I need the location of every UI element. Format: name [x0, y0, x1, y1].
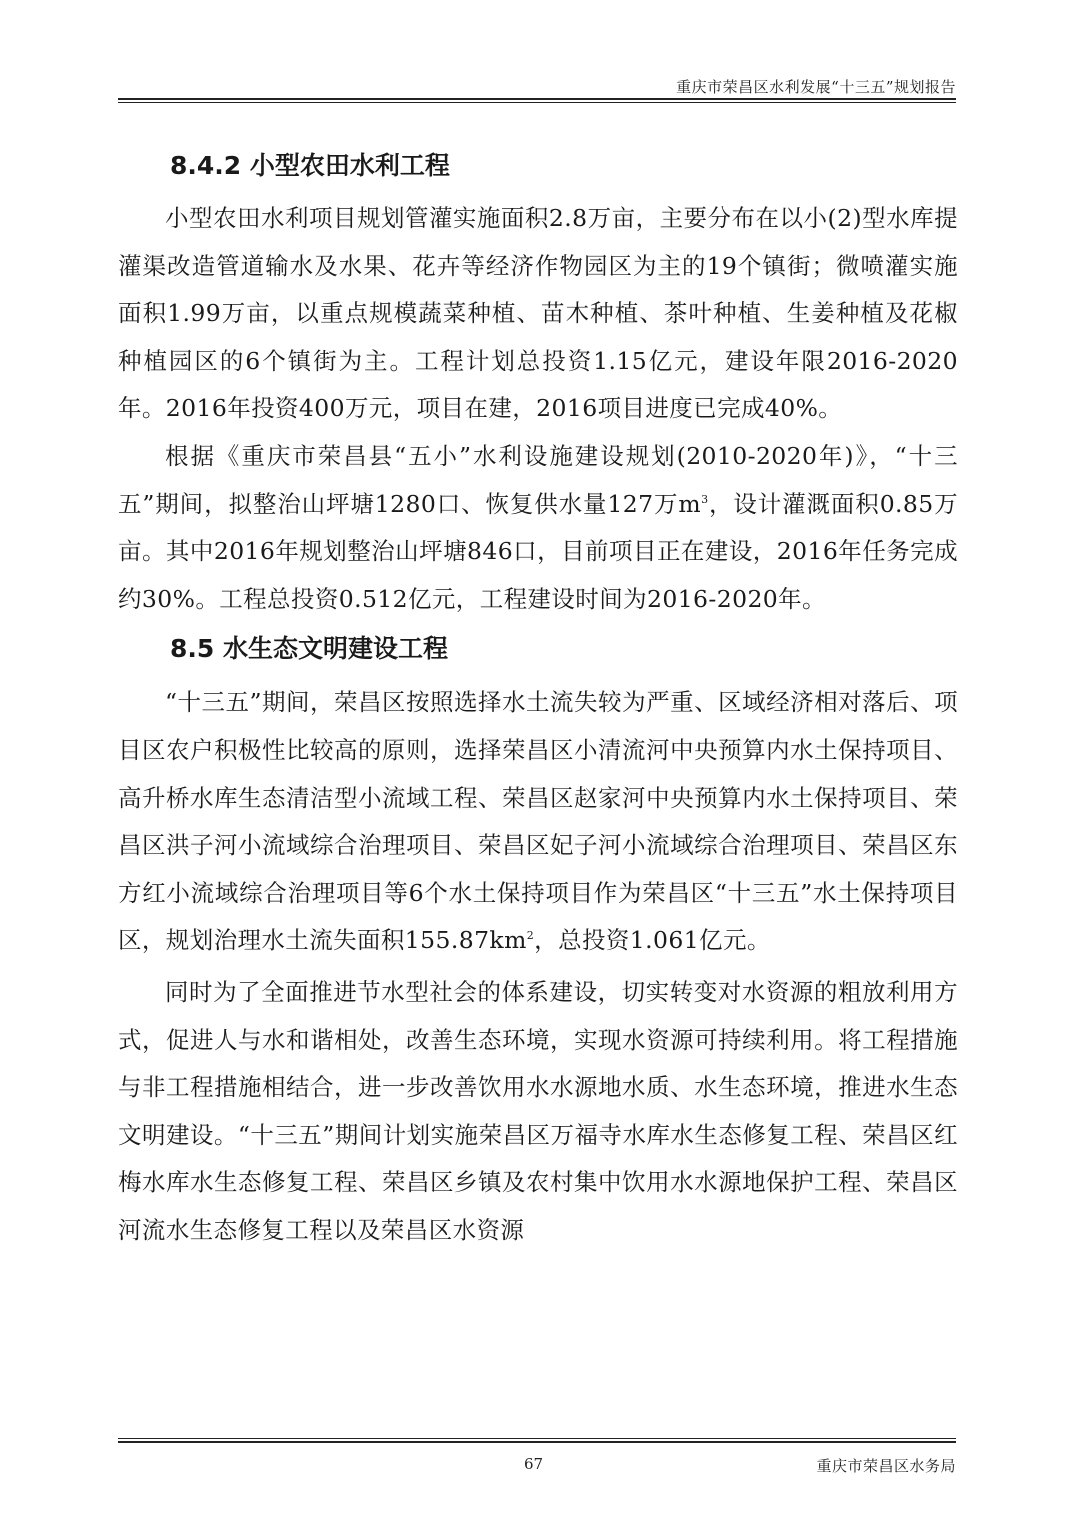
section-heading-8-5: 8.5 水生态文明建设工程	[170, 634, 448, 664]
paragraph-text: ，总投资1.061亿元。	[534, 926, 771, 955]
paragraph: 同时为了全面推进节水型社会的体系建设，切实转变对水资源的粗放利用方式，促进人与水和谐相处，改善生态环境，实现水资源可持续利用。将工程措施与非工程措施相结合，进一步改善饮用水水源地水质、水生态环境，推进水生态文明建设。“十三五”期间计划实施荣昌区万福寺水库水生态修复工程、荣昌区红梅水库水生态修复工程、荣昌区乡镇及农村集中饮用水水源地保护工程、荣昌区河流水生态修复工程以及荣昌区水资源	[118, 977, 958, 1244]
footer-organization: 重庆市荣昌区水务局	[816, 1457, 956, 1475]
paragraph	[118, 433, 958, 623]
section-heading-8-4-2: 8.4.2 小型农田水利工程	[170, 151, 450, 180]
superscript: 3	[701, 492, 709, 506]
superscript: 2	[526, 929, 535, 943]
running-header: 重庆市荣昌区水利发展“十三五”规划报告	[676, 78, 956, 96]
paragraph	[118, 679, 958, 965]
header-rule	[118, 98, 956, 100]
header-rule-thin	[118, 102, 956, 103]
paragraph-text: “十三五”期间，荣昌区按照选择水土流失较为严重、区域经济相对落后、项目区农户积极性比较高的原则，选择荣昌区小清流河中央预算内水土保持项目、高升桥水库生态清洁型小流域工程、荣昌区赵家河中央预算内水土保持项目、荣昌区洪子河小流域综合治理项目、荣昌区妃子河小流域综合治理项目、荣昌区东方红小流域综合治理项目等6个水土保持项目作为荣昌区“十三五”水土保持项目区，规划治理水土流失面积155.87km	[118, 688, 958, 955]
footer-rule	[118, 1441, 956, 1443]
footer-rule-thin	[118, 1438, 956, 1439]
paragraph-text: 根据《重庆市荣昌县“五小”水利设施建设规划(2010-2020年)》，“十三五”期间，拟整治山坪塘1280口、恢复供水量127万m	[118, 441, 958, 518]
paragraph-text: ，设计灌溉面积0.85万亩。其中2016年规划整治山坪塘846口，目前项目正在建设，2016年任务完成约30%。工程总投资0.512亿元，工程建设时间为2016-2020年。	[118, 489, 959, 613]
page-number: 67	[524, 1455, 544, 1473]
paragraph: 小型农田水利项目规划管灌实施面积2.8万亩，主要分布在以小(2)型水库提灌渠改造管道输水及水果、花卉等经济作物园区为主的19个镇街；微喷灌实施面积1.99万亩，以重点规模蔬菜种植、苗木种植、茶叶种植、生姜种植及花椒种植园区的6个镇街为主。工程计划总投资1.15亿元，建设年限2016-2020年。2016年投资400万元，项目在建，2016项目进度已完成40%。	[118, 204, 958, 423]
page-body	[118, 142, 958, 1254]
